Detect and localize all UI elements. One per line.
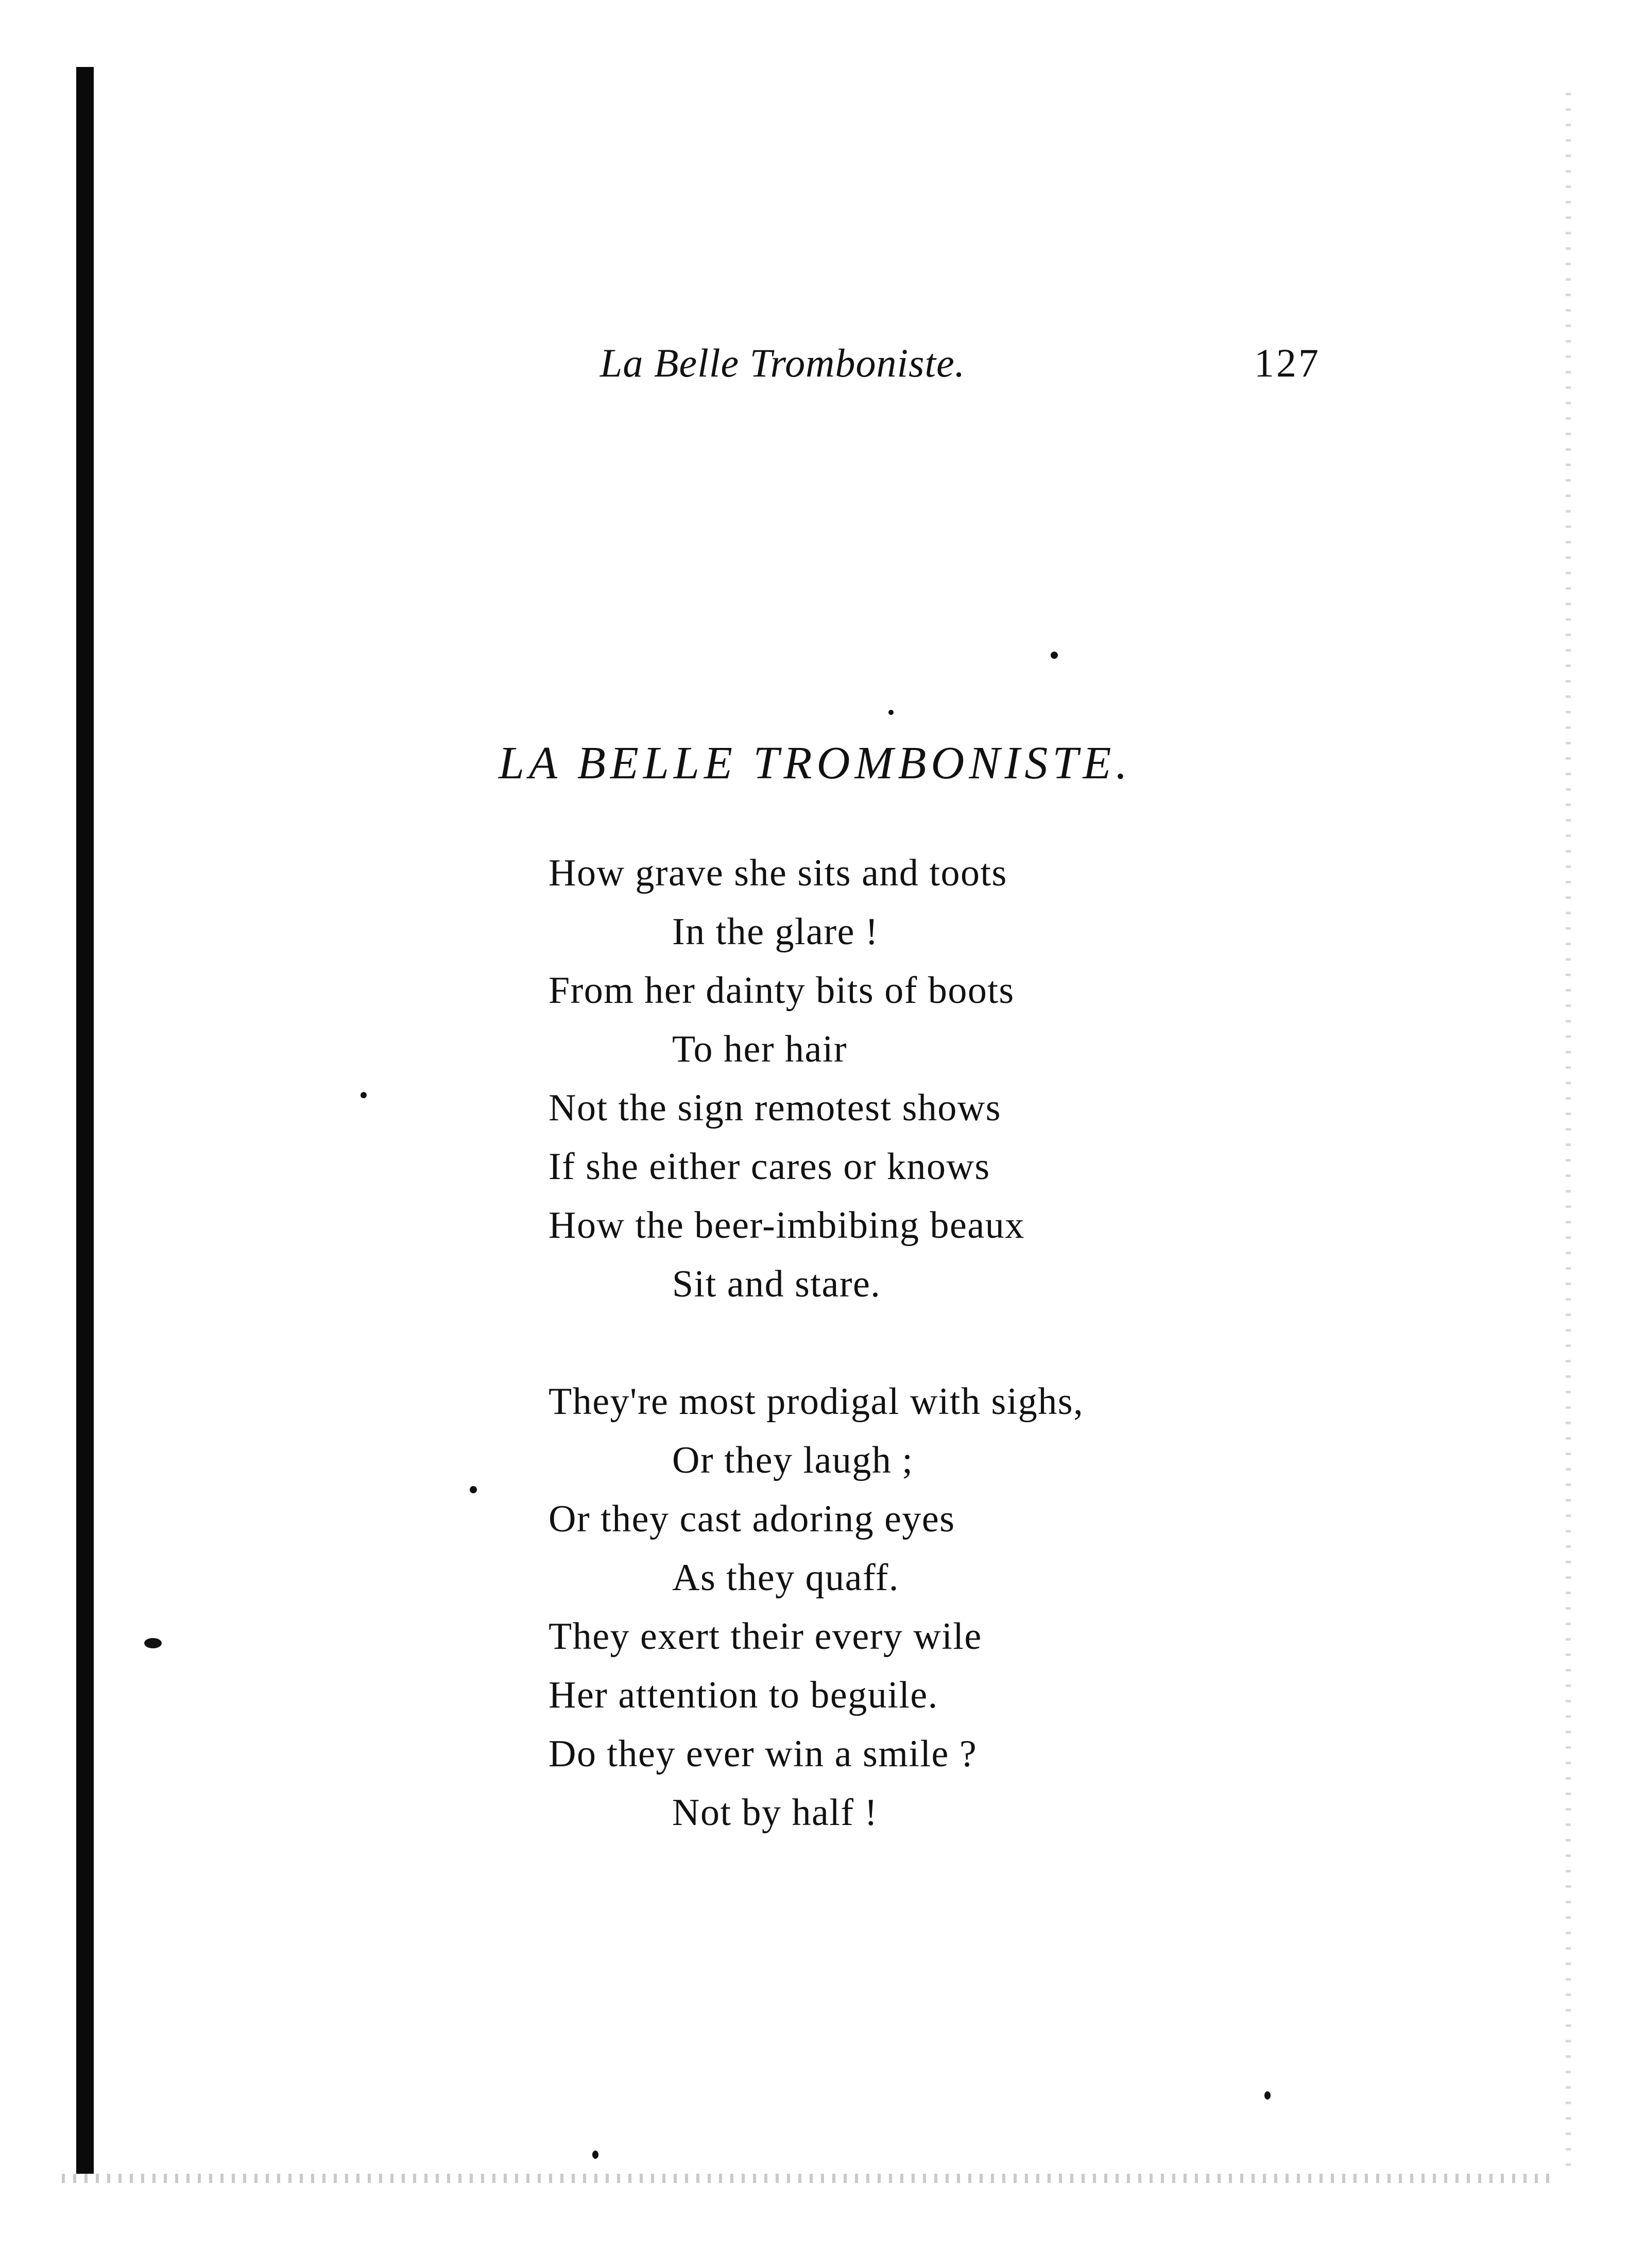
page-number: 127 (1254, 340, 1321, 385)
running-title: La Belle Tromboniste. (600, 340, 966, 385)
page-binding-edge (76, 67, 94, 2174)
ink-speck (592, 2151, 598, 2159)
poem-line: Not by half ! (672, 1792, 878, 1834)
poem-line: Her attention to beguile. (549, 1674, 938, 1716)
page-right-edge (1566, 93, 1571, 2174)
stanza-break (549, 1314, 1270, 1372)
poem-line: From her dainty bits of boots (549, 969, 1015, 1012)
ink-speck (1051, 652, 1058, 659)
poem-line: As they quaff. (672, 1557, 899, 1599)
poem-line: In the glare ! (672, 911, 879, 953)
poem-line: They exert their every wile (549, 1615, 982, 1658)
stanza-1 (549, 844, 1270, 1314)
page-bottom-edge (62, 2174, 1555, 2183)
poem-line: Or they cast adoring eyes (549, 1498, 955, 1540)
poem-line: They're most prodigal with sighs, (549, 1380, 1084, 1423)
poem-line: How grave she sits and toots (549, 852, 1007, 894)
ink-speck (361, 1092, 367, 1098)
poem-line: Or they laugh ; (672, 1439, 914, 1481)
poem-line: To her hair (672, 1028, 848, 1070)
ink-speck (144, 1638, 162, 1648)
poem-line: How the beer-imbibing beaux (549, 1204, 1025, 1247)
running-header (567, 340, 1329, 402)
ink-speck (1264, 2091, 1271, 2100)
poem-title: LA BELLE TROMBONISTE. (499, 738, 1132, 789)
poem-line: Sit and stare. (672, 1263, 881, 1305)
poem-line: If she either cares or knows (549, 1146, 990, 1188)
ink-speck (888, 710, 894, 715)
stanza-2 (549, 1372, 1270, 1842)
poem-line: Not the sign remotest shows (549, 1087, 1002, 1129)
ink-speck (470, 1486, 477, 1493)
poem-line: Do they ever win a smile ? (549, 1733, 978, 1775)
poem-body (549, 844, 1270, 1842)
